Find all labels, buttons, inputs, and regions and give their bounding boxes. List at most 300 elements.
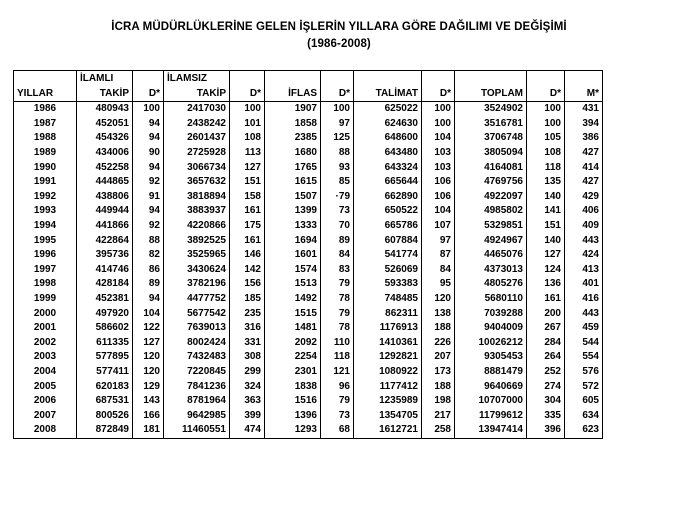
value-cell: 235	[230, 306, 265, 321]
value-cell: 258	[422, 423, 455, 438]
value-cell: 1612721	[354, 423, 422, 438]
value-cell: 1765	[265, 160, 321, 175]
value-cell: 1492	[265, 292, 321, 307]
value-cell: 3066734	[164, 160, 230, 175]
value-cell: 2417030	[164, 102, 230, 117]
value-cell: 650522	[354, 204, 422, 219]
value-cell: 68	[321, 423, 354, 438]
value-cell: 4769756	[455, 175, 527, 190]
value-cell: 3516781	[455, 117, 527, 132]
value-cell: 577411	[77, 365, 133, 380]
value-cell: 96	[321, 379, 354, 394]
value-cell: 438806	[77, 190, 133, 205]
value-cell: 605	[565, 394, 603, 409]
value-cell: 625022	[354, 102, 422, 117]
value-cell: 3706748	[455, 131, 527, 146]
value-cell: 3883937	[164, 204, 230, 219]
value-cell: 73	[321, 204, 354, 219]
value-cell: 1410361	[354, 336, 422, 351]
header-cell-d: D*	[230, 86, 265, 102]
value-cell: 85	[321, 175, 354, 190]
value-cell: 9404009	[455, 321, 527, 336]
value-cell: 108	[527, 146, 565, 161]
value-cell: 1601	[265, 248, 321, 263]
year-cell: 2006	[14, 394, 77, 409]
value-cell: 274	[527, 379, 565, 394]
header-row-2	[14, 86, 603, 102]
value-cell: 1694	[265, 233, 321, 248]
value-cell: 452381	[77, 292, 133, 307]
year-cell: 1996	[14, 248, 77, 263]
value-cell: 7639013	[164, 321, 230, 336]
value-cell: 1292821	[354, 350, 422, 365]
value-cell: 118	[527, 160, 565, 175]
value-cell: 83	[321, 263, 354, 278]
value-cell: 103	[422, 160, 455, 175]
value-cell: 120	[422, 292, 455, 307]
value-cell: 422864	[77, 233, 133, 248]
value-cell: 444865	[77, 175, 133, 190]
value-cell: 161	[527, 292, 565, 307]
value-cell: 79	[321, 306, 354, 321]
value-cell: 3430624	[164, 263, 230, 278]
table-row	[14, 160, 603, 175]
value-cell: 94	[133, 292, 164, 307]
header-cell-yillar: YILLAR	[14, 86, 77, 102]
table-title: İCRA MÜDÜRLÜKLERİNE GELEN İŞLERİN YILLARA GÖRE DAĞILIMI VE DEĞİŞİMİ	[111, 21, 567, 33]
value-cell: 94	[133, 160, 164, 175]
value-cell: 127	[527, 248, 565, 263]
value-cell: 5680110	[455, 292, 527, 307]
value-cell: 118	[321, 350, 354, 365]
value-cell: 97	[422, 233, 455, 248]
value-cell: 4373013	[455, 263, 527, 278]
year-cell: 2008	[14, 423, 77, 438]
value-cell: 156	[230, 277, 265, 292]
value-cell: 634	[565, 408, 603, 423]
table-row	[14, 102, 603, 117]
value-cell: 386	[565, 131, 603, 146]
value-cell: 474	[230, 423, 265, 438]
value-cell: 92	[133, 219, 164, 234]
header-cell-d: D*	[321, 86, 354, 102]
value-cell: 95	[422, 277, 455, 292]
value-cell: 175	[230, 219, 265, 234]
header-cell	[422, 71, 455, 87]
value-cell: 87	[422, 248, 455, 263]
value-cell: 120	[133, 365, 164, 380]
header-cell	[133, 71, 164, 87]
value-cell: 267	[527, 321, 565, 336]
value-cell: 100	[133, 102, 164, 117]
table-row	[14, 408, 603, 423]
value-cell: 443	[565, 233, 603, 248]
table-subtitle: (1986-2008)	[307, 38, 371, 50]
value-cell: ·79	[321, 190, 354, 205]
value-cell: 1838	[265, 379, 321, 394]
value-cell: 304	[527, 394, 565, 409]
value-cell: 331	[230, 336, 265, 351]
value-cell: 554	[565, 350, 603, 365]
value-cell: 9642985	[164, 408, 230, 423]
header-cell-toplam: TOPLAM	[455, 86, 527, 102]
value-cell: 140	[527, 233, 565, 248]
value-cell: 2725928	[164, 146, 230, 161]
value-cell: 5329851	[455, 219, 527, 234]
value-cell: 4477752	[164, 292, 230, 307]
value-cell: 100	[527, 117, 565, 132]
value-cell: 143	[133, 394, 164, 409]
value-cell: 449944	[77, 204, 133, 219]
value-cell: 4924967	[455, 233, 527, 248]
value-cell: 104	[133, 306, 164, 321]
year-cell: 1990	[14, 160, 77, 175]
value-cell: 1574	[265, 263, 321, 278]
value-cell: 5677542	[164, 306, 230, 321]
year-cell: 1989	[14, 146, 77, 161]
value-cell: 308	[230, 350, 265, 365]
value-cell: 264	[527, 350, 565, 365]
table-row	[14, 321, 603, 336]
value-cell: 142	[230, 263, 265, 278]
value-cell: 1513	[265, 277, 321, 292]
table-row	[14, 365, 603, 380]
value-cell: 7841236	[164, 379, 230, 394]
header-cell	[565, 71, 603, 87]
year-cell: 1999	[14, 292, 77, 307]
year-cell: 2005	[14, 379, 77, 394]
value-cell: 181	[133, 423, 164, 438]
value-cell: 107	[422, 219, 455, 234]
value-cell: 106	[422, 175, 455, 190]
value-cell: 100	[422, 117, 455, 132]
value-cell: 541774	[354, 248, 422, 263]
value-cell: 161	[230, 233, 265, 248]
value-cell: 104	[422, 204, 455, 219]
year-cell: 1993	[14, 204, 77, 219]
value-cell: 3525965	[164, 248, 230, 263]
value-cell: 88	[321, 146, 354, 161]
year-cell: 1986	[14, 102, 77, 117]
table-row	[14, 204, 603, 219]
value-cell: 78	[321, 321, 354, 336]
value-cell: 665786	[354, 219, 422, 234]
value-cell: 2092	[265, 336, 321, 351]
value-cell: 4465076	[455, 248, 527, 263]
value-cell: 10026212	[455, 336, 527, 351]
value-cell: 544	[565, 336, 603, 351]
value-cell: 3805094	[455, 146, 527, 161]
value-cell: 434006	[77, 146, 133, 161]
value-cell: 82	[133, 248, 164, 263]
value-cell: 413	[565, 263, 603, 278]
value-cell: 92	[133, 175, 164, 190]
value-cell: 1396	[265, 408, 321, 423]
value-cell: 11799612	[455, 408, 527, 423]
value-cell: 431	[565, 102, 603, 117]
value-cell: 424	[565, 248, 603, 263]
value-cell: 335	[527, 408, 565, 423]
value-cell: 648600	[354, 131, 422, 146]
value-cell: 3818894	[164, 190, 230, 205]
value-cell: 7220845	[164, 365, 230, 380]
table-row	[14, 423, 603, 438]
value-cell: 2385	[265, 131, 321, 146]
value-cell: 140	[527, 190, 565, 205]
value-cell: 104	[422, 131, 455, 146]
value-cell: 800526	[77, 408, 133, 423]
value-cell: 124	[527, 263, 565, 278]
value-cell: 252	[527, 365, 565, 380]
value-cell: 89	[321, 233, 354, 248]
value-cell: 90	[133, 146, 164, 161]
table-row	[14, 350, 603, 365]
value-cell: 88	[133, 233, 164, 248]
value-cell: 1333	[265, 219, 321, 234]
header-cell-ilamsiz-takip: TAKİP	[164, 86, 230, 102]
value-cell: 1680	[265, 146, 321, 161]
value-cell: 79	[321, 277, 354, 292]
header-cell	[230, 71, 265, 87]
table-row	[14, 292, 603, 307]
value-cell: 108	[230, 131, 265, 146]
value-cell: 84	[321, 248, 354, 263]
value-cell: 226	[422, 336, 455, 351]
year-cell: 1991	[14, 175, 77, 190]
value-cell: 643324	[354, 160, 422, 175]
table-row	[14, 146, 603, 161]
value-cell: 3892525	[164, 233, 230, 248]
value-cell: 3782196	[164, 277, 230, 292]
value-cell: 120	[133, 350, 164, 365]
value-cell: 127	[230, 160, 265, 175]
value-cell: 1516	[265, 394, 321, 409]
value-cell: 480943	[77, 102, 133, 117]
value-cell: 198	[422, 394, 455, 409]
value-cell: 363	[230, 394, 265, 409]
value-cell: 1080922	[354, 365, 422, 380]
value-cell: 7039288	[455, 306, 527, 321]
value-cell: 572	[565, 379, 603, 394]
value-cell: 452258	[77, 160, 133, 175]
table-row	[14, 394, 603, 409]
value-cell: 122	[133, 321, 164, 336]
value-cell: 151	[230, 175, 265, 190]
value-cell: 166	[133, 408, 164, 423]
value-cell: 611335	[77, 336, 133, 351]
value-cell: 73	[321, 408, 354, 423]
value-cell: 4922097	[455, 190, 527, 205]
value-cell: 84	[422, 263, 455, 278]
icra-statistics-table	[13, 70, 603, 439]
value-cell: 454326	[77, 131, 133, 146]
value-cell: 173	[422, 365, 455, 380]
value-cell: 136	[527, 277, 565, 292]
value-cell: 138	[422, 306, 455, 321]
value-cell: 396	[527, 423, 565, 438]
header-cell	[455, 71, 527, 87]
value-cell: 151	[527, 219, 565, 234]
value-cell: 1907	[265, 102, 321, 117]
value-cell: 427	[565, 146, 603, 161]
value-cell: 459	[565, 321, 603, 336]
value-cell: 1176913	[354, 321, 422, 336]
value-cell: 89	[133, 277, 164, 292]
header-cell: İLAMLI	[77, 71, 133, 87]
table-row	[14, 336, 603, 351]
value-cell: 1858	[265, 117, 321, 132]
value-cell: 1293	[265, 423, 321, 438]
header-cell	[265, 71, 321, 87]
value-cell: 125	[321, 131, 354, 146]
value-cell: 105	[527, 131, 565, 146]
value-cell: 401	[565, 277, 603, 292]
value-cell: 1615	[265, 175, 321, 190]
value-cell: 94	[133, 204, 164, 219]
value-cell: 8881479	[455, 365, 527, 380]
value-cell: 4164081	[455, 160, 527, 175]
value-cell: 207	[422, 350, 455, 365]
header-cell-iflas: İFLAS	[265, 86, 321, 102]
table-row	[14, 306, 603, 321]
value-cell: 526069	[354, 263, 422, 278]
value-cell: 10707000	[455, 394, 527, 409]
value-cell: 3524902	[455, 102, 527, 117]
year-cell: 1995	[14, 233, 77, 248]
value-cell: 624630	[354, 117, 422, 132]
header-row-1	[14, 71, 603, 87]
value-cell: 1354705	[354, 408, 422, 423]
value-cell: 748485	[354, 292, 422, 307]
value-cell: 416	[565, 292, 603, 307]
value-cell: 127	[133, 336, 164, 351]
value-cell: 687531	[77, 394, 133, 409]
year-cell: 1997	[14, 263, 77, 278]
year-cell: 1994	[14, 219, 77, 234]
value-cell: 593383	[354, 277, 422, 292]
value-cell: 3657632	[164, 175, 230, 190]
value-cell: 100	[321, 102, 354, 117]
value-cell: 100	[230, 102, 265, 117]
year-cell: 2002	[14, 336, 77, 351]
year-cell: 2007	[14, 408, 77, 423]
value-cell: 1235989	[354, 394, 422, 409]
header-cell	[354, 71, 422, 87]
value-cell: 1177412	[354, 379, 422, 394]
value-cell: 2301	[265, 365, 321, 380]
header-cell-m: M*	[565, 86, 603, 102]
value-cell: 86	[133, 263, 164, 278]
value-cell: 1507	[265, 190, 321, 205]
value-cell: 577895	[77, 350, 133, 365]
table-row	[14, 190, 603, 205]
table-row	[14, 379, 603, 394]
value-cell: 643480	[354, 146, 422, 161]
value-cell: 8781964	[164, 394, 230, 409]
value-cell: 443	[565, 306, 603, 321]
header-cell-d: D*	[527, 86, 565, 102]
value-cell: 97	[321, 117, 354, 132]
value-cell: 9640669	[455, 379, 527, 394]
header-cell-d: D*	[133, 86, 164, 102]
value-cell: 93	[321, 160, 354, 175]
table-body	[14, 102, 603, 439]
header-cell-talimat: TALİMAT	[354, 86, 422, 102]
value-cell: 395736	[77, 248, 133, 263]
value-cell: 101	[230, 117, 265, 132]
value-cell: 9305453	[455, 350, 527, 365]
table-row	[14, 277, 603, 292]
value-cell: 428184	[77, 277, 133, 292]
value-cell: 427	[565, 175, 603, 190]
table-row	[14, 263, 603, 278]
value-cell: 406	[565, 204, 603, 219]
value-cell: 4220866	[164, 219, 230, 234]
year-cell: 2004	[14, 365, 77, 380]
year-cell: 1987	[14, 117, 77, 132]
value-cell: 188	[422, 321, 455, 336]
value-cell: 129	[133, 379, 164, 394]
value-cell: 872849	[77, 423, 133, 438]
header-cell	[14, 71, 77, 87]
value-cell: 299	[230, 365, 265, 380]
table-row	[14, 131, 603, 146]
value-cell: 94	[133, 117, 164, 132]
value-cell: 409	[565, 219, 603, 234]
value-cell: 106	[422, 190, 455, 205]
value-cell: 8002424	[164, 336, 230, 351]
header-cell-d: D*	[422, 86, 455, 102]
year-cell: 2000	[14, 306, 77, 321]
value-cell: 113	[230, 146, 265, 161]
table-row	[14, 117, 603, 132]
value-cell: 110	[321, 336, 354, 351]
year-cell: 1992	[14, 190, 77, 205]
value-cell: 13947414	[455, 423, 527, 438]
value-cell: 100	[422, 102, 455, 117]
value-cell: 623	[565, 423, 603, 438]
value-cell: 135	[527, 175, 565, 190]
value-cell: 452051	[77, 117, 133, 132]
value-cell: 200	[527, 306, 565, 321]
value-cell: 7432483	[164, 350, 230, 365]
value-cell: 188	[422, 379, 455, 394]
value-cell: 620183	[77, 379, 133, 394]
value-cell: 146	[230, 248, 265, 263]
value-cell: 862311	[354, 306, 422, 321]
value-cell: 4985802	[455, 204, 527, 219]
value-cell: 11460551	[164, 423, 230, 438]
value-cell: 399	[230, 408, 265, 423]
value-cell: 586602	[77, 321, 133, 336]
value-cell: 158	[230, 190, 265, 205]
header-cell-ilamli-takip: TAKİP	[77, 86, 133, 102]
value-cell: 94	[133, 131, 164, 146]
value-cell: 2254	[265, 350, 321, 365]
value-cell: 78	[321, 292, 354, 307]
value-cell: 1481	[265, 321, 321, 336]
value-cell: 121	[321, 365, 354, 380]
value-cell: 161	[230, 204, 265, 219]
header-cell	[321, 71, 354, 87]
value-cell: 185	[230, 292, 265, 307]
value-cell: 576	[565, 365, 603, 380]
value-cell: 2601437	[164, 131, 230, 146]
table-row	[14, 248, 603, 263]
value-cell: 414746	[77, 263, 133, 278]
value-cell: 607884	[354, 233, 422, 248]
value-cell: 441866	[77, 219, 133, 234]
